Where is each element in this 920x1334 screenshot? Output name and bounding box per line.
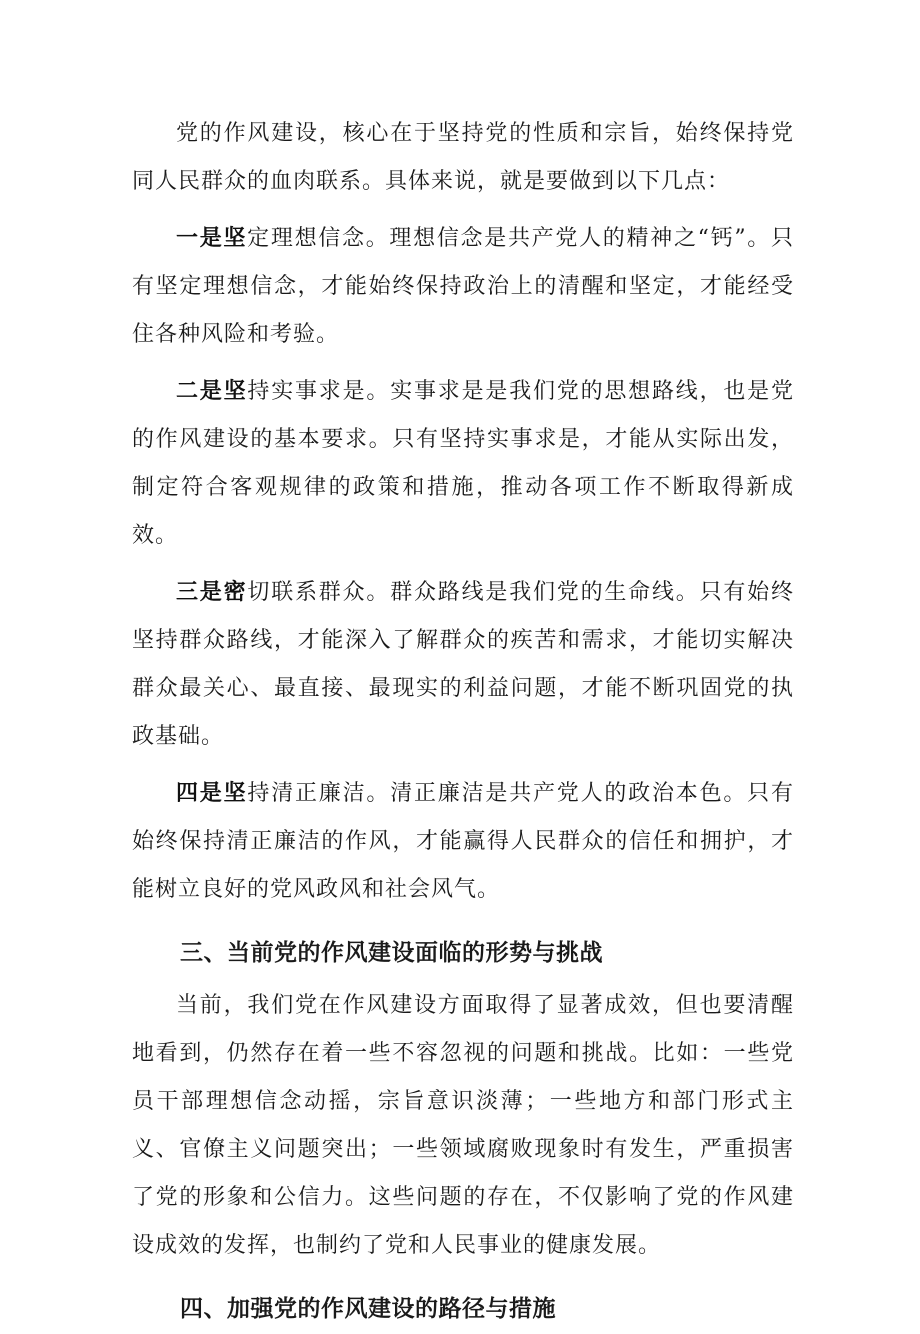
point-text-4: 持清正廉洁。清正廉洁是共产党人的政治本色。只有始终保持清正廉洁的作风，才能赢得人民群众的信任和拥护，才能树立良好的党风政风和社会风气。 — [132, 781, 794, 902]
point-text-3: 切联系群众。群众路线是我们党的生命线。只有始终坚持群众路线，才能深入了解群众的疾苦和需求，才能切实解决群众最关心、最直接、最现实的利益问题，才能不断巩固党的执政基础。 — [132, 580, 794, 749]
section-3-paragraph — [132, 982, 794, 1270]
point-lead-2: 二是坚 — [176, 379, 248, 404]
section-3-heading: 三、当前党的作风建设面临的形势与挑战 — [180, 940, 603, 966]
point-lead-1: 一是坚 — [176, 226, 248, 251]
point-paragraph-3 — [132, 569, 794, 761]
point-lead-4: 四是坚 — [176, 781, 248, 806]
point-paragraph-4 — [132, 770, 794, 914]
point-text-1: 定理想信念。理想信念是共产党人的精神之“钙”。只有坚定理想信念，才能始终保持政治上的清醒和坚定，才能经受住各种风险和考验。 — [132, 226, 794, 347]
intro-paragraph — [132, 110, 794, 206]
document-body — [132, 110, 794, 1334]
point-text-2: 持实事求是。实事求是是我们党的思想路线，也是党的作风建设的基本要求。只有坚持实事求是，才能从实际出发，制定符合客观规律的政策和措施，推动各项工作不断取得新成效。 — [132, 379, 794, 548]
intro-text: 党的作风建设，核心在于坚持党的性质和宗旨，始终保持党同人民群众的血肉联系。具体来说，就是要做到以下几点： — [132, 121, 794, 194]
point-lead-3: 三是密 — [176, 580, 248, 605]
section-3-text: 当前，我们党在作风建设方面取得了显著成效，但也要清醒地看到，仍然存在着一些不容忽视的问题和挑战。比如：一些党员干部理想信念动摇，宗旨意识淡薄；一些地方和部门形式主义、官僚主义问题突出；一些领域腐败现象时有发生，严重损害了党的形象和公信力。这些问题的存在，不仅影响了党的作风建设成效的发挥，也制约了党和人民事业的健康发展。 — [132, 993, 794, 1258]
section-4-heading: 四、加强党的作风建设的路径与措施 — [180, 1296, 556, 1322]
point-paragraph-2 — [132, 368, 794, 560]
point-paragraph-1 — [132, 215, 794, 359]
